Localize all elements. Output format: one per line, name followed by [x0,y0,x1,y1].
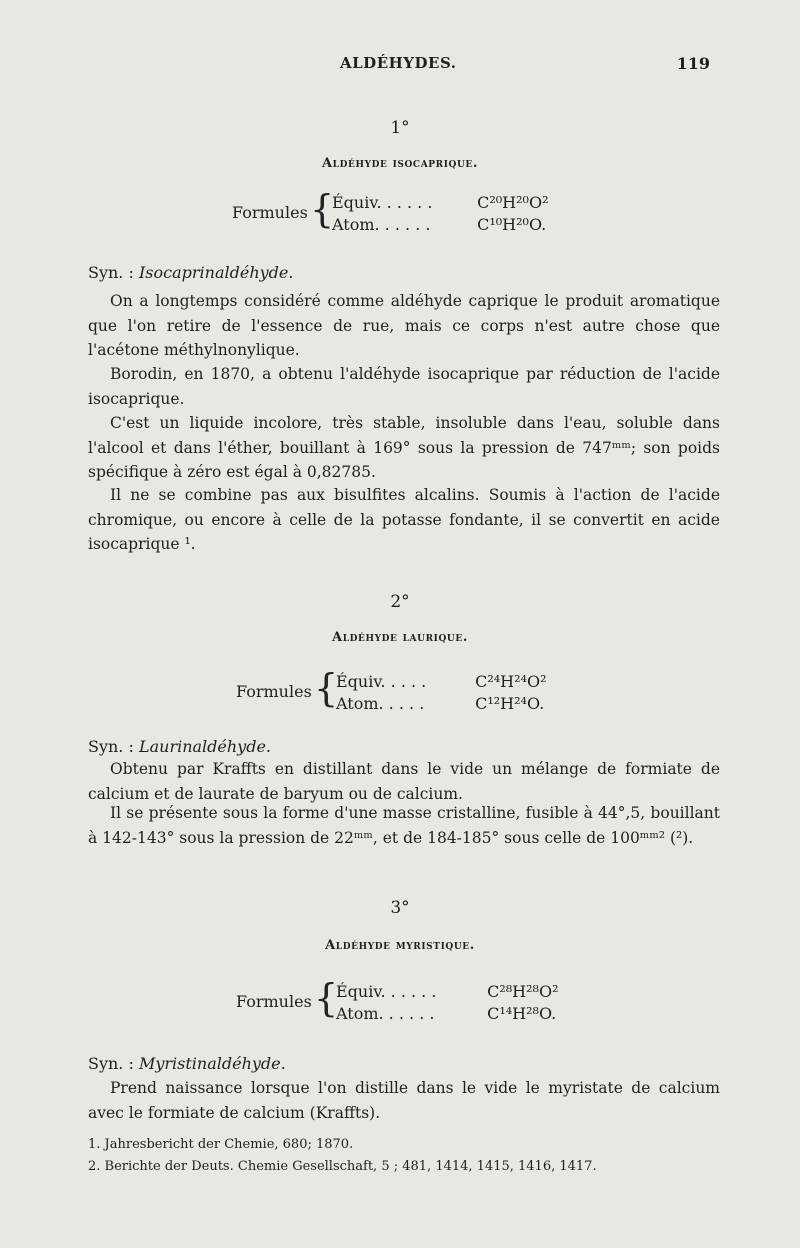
paragraph [88,483,720,557]
paragraph [88,801,720,850]
paragraph [88,1076,720,1125]
equiv-label: Équiv. . . . . . [336,982,437,1001]
paragraph-text: Borodin, en 1870, a obtenu l'aldéhyde isocaprique par réduction de l'acide isocaprique. [88,365,720,408]
paragraph [88,757,720,806]
formula-equiv-row [336,672,546,691]
section-title: Aldéhyde myristique. [325,938,475,953]
formula-label: Formules [236,682,312,701]
formula-atom-row [336,694,544,713]
formula-block [232,187,592,239]
brace-icon: { [310,187,335,231]
atom-label: Atom. . . . . . [332,215,431,234]
formula-equiv-row [332,193,548,212]
page-number: 119 [676,54,710,73]
page-header [0,54,800,78]
paragraph-text: Il se présente sous la forme d'une masse cristalline, fusible à 44°,5, bouillant à 142-143° sous la pression de 22ᵐᵐ, et de 184-185° sous celle de 100ᵐᵐ² (²). [88,804,720,847]
atom-value: C¹⁰H²⁰O. [477,215,547,234]
paragraph [88,411,720,485]
footnote: 1. Jahresbericht der Chemie, 680; 1870. [88,1137,354,1152]
synonym-prefix: Syn. : [88,737,134,756]
paragraph [88,362,720,411]
section-number: 2° [390,592,410,612]
paragraph-text: C'est un liquide incolore, très stable, insoluble dans l'eau, soluble dans l'alcool et dans l'éther, bouillant à 169° sous la pression de 747ᵐᵐ; son poids spécifique à zéro est égal à 0,82785. [88,414,720,481]
paragraph-text: Obtenu par Kraffts en distillant dans le vide un mélange de formiate de calcium et de laurate de baryum ou de calcium. [88,760,720,803]
equiv-label: Équiv. . . . . [336,672,427,691]
paragraph [88,289,720,363]
synonym-prefix: Syn. : [88,1054,134,1073]
formula-label: Formules [232,203,308,222]
paragraph-text: Il ne se combine pas aux bisulfites alcalins. Soumis à l'action de l'acide chromique, ou encore à celle de la potasse fondante, il se convertit en acide isocaprique ¹. [88,486,720,553]
atom-value: C¹²H²⁴O. [475,694,545,713]
synonym-line [88,737,271,756]
formula-label: Formules [236,992,312,1011]
synonym-line [88,1054,286,1073]
formula-atom-row [336,1004,556,1023]
formula-block [236,666,596,718]
atom-value: C¹⁴H²⁸O. [487,1004,557,1023]
paragraph-text: On a longtemps considéré comme aldéhyde caprique le produit aromatique que l'on retire de l'essence de rue, mais ce corps n'est autre chose que l'acétone méthylnonylique. [88,292,720,359]
atom-label: Atom. . . . . . [336,1004,435,1023]
synonym-line [88,263,293,282]
section-title: Aldéhyde isocaprique. [321,156,479,171]
synonym-name: Isocaprinaldéhyde. [138,263,294,282]
synonym-name: Myristinaldéhyde. [138,1054,286,1073]
equiv-value: C²⁸H²⁸O² [487,982,559,1001]
paragraph-text: Prend naissance lorsque l'on distille dans le vide le myristate de calcium avec le formiate de calcium (Kraffts). [88,1079,720,1122]
synonym-name: Laurinaldéhyde. [138,737,272,756]
footnotes [88,1134,597,1178]
equiv-value: C²⁴H²⁴O² [475,672,547,691]
section-title: Aldéhyde laurique. [332,630,468,645]
brace-icon: { [314,666,339,710]
section-number: 3° [390,898,410,918]
running-title: ALDÉHYDES. [340,54,457,72]
synonym-prefix: Syn. : [88,263,134,282]
footnote: 2. Berichte der Deuts. Chemie Gesellschaft, 5 ; 481, 1414, 1415, 1416, 1417. [88,1159,597,1174]
formula-atom-row [332,215,546,234]
section-number: 1° [390,118,410,138]
atom-label: Atom. . . . . [336,694,425,713]
equiv-value: C²⁰H²⁰O² [477,193,549,212]
formula-block [236,976,596,1028]
brace-icon: { [314,976,339,1020]
equiv-label: Équiv. . . . . . [332,193,433,212]
formula-equiv-row [336,982,558,1001]
